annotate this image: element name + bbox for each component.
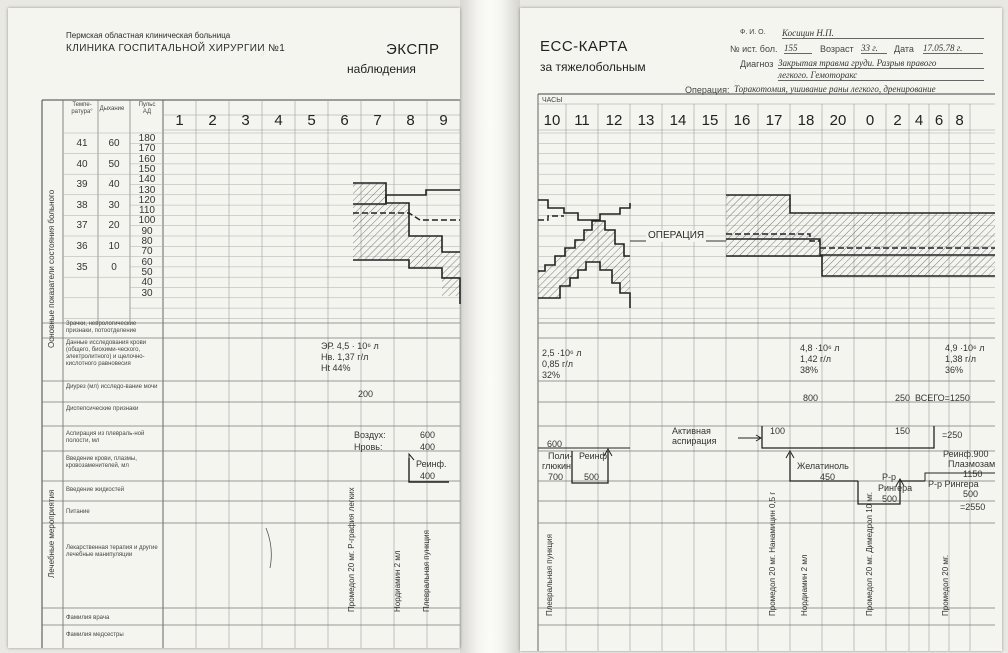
hist-label: № ист. бол.	[730, 44, 778, 54]
pencil-mark	[266, 528, 271, 568]
col-pulse-header: Пульс АД	[138, 102, 156, 115]
aspiration-air: Воздух:	[354, 430, 386, 440]
temp-scale-value: 40	[76, 158, 88, 170]
hour-header: 5	[307, 112, 316, 129]
row-label-nurse: Фамилия медсестры	[66, 632, 124, 638]
aspiration-active-2: аспирация	[672, 436, 717, 446]
row-label-dyspeptic: Диспепсические признаки	[66, 406, 139, 412]
pre-op-temperature-line	[538, 216, 564, 220]
aspiration-150: 150	[895, 426, 911, 436]
hour-header: 4	[914, 112, 924, 129]
diagnosis-line2: легкого. Гемоторакс	[778, 70, 984, 81]
aspiration-eq250: =250	[942, 430, 963, 440]
left-title: ЭКСПР	[386, 41, 440, 58]
col-temp-header: Темпе-ратура°	[71, 102, 93, 115]
temp-scale-value: 35	[76, 261, 88, 273]
aspiration-active-1: Активная	[672, 426, 711, 436]
hour-header: 13	[637, 112, 655, 129]
hour-header: 8	[955, 112, 964, 129]
aspiration-600: 600	[420, 430, 436, 440]
breath-scale-value: 0	[111, 261, 117, 273]
temp-scale-value: 37	[76, 220, 88, 232]
post-op-band-hatched	[726, 195, 995, 276]
breath-scale-value: 30	[108, 199, 120, 211]
row-label-diuresis: Диурез (мл) исследо-вание мочи	[66, 384, 158, 390]
med-hour8: Нордиамин 2 мл	[393, 550, 402, 612]
row-label-labs: Данные исследования крови (общего, биохими-ческого, электролитного) и щелочно-кислотного равновесия	[66, 340, 147, 367]
diuresis-250: 250	[895, 393, 911, 403]
blood-plasma: Плазмозам	[948, 459, 996, 469]
lab1-hb: 0,85 г/л	[542, 359, 574, 369]
lab3-er: 4,9 ·10⁶ л	[945, 343, 985, 353]
pulse-scale-value: 180	[138, 133, 156, 144]
hour-header: 4	[274, 112, 283, 129]
temp-scale-value: 41	[76, 138, 88, 149]
blood-reinf: Реинф.	[579, 451, 610, 461]
pulse-scale-value: 30	[141, 287, 153, 299]
fluid-reinf: Реинф.	[416, 459, 447, 469]
med-hour10: Плевральная пункция	[545, 534, 554, 616]
row-label-doctor: Фамилия врача	[66, 615, 110, 621]
med-hour17: Промедол 20 мг. Нанамицин 0,5 г	[768, 491, 777, 616]
hour-header: 12	[605, 112, 623, 129]
pulse-scale-value: 70	[141, 246, 153, 258]
aspiration-100: 100	[770, 426, 786, 436]
col-breath-header: Дыхание	[99, 106, 125, 112]
clinic-name: КЛИНИКА ГОСПИТАЛЬНОЙ ХИРУРГИИ №1	[66, 43, 286, 54]
pulse-scale-value: 100	[138, 215, 156, 227]
pulse-scale-value: 60	[141, 256, 153, 268]
diagnosis-line1: Закрытая травма груди. Разрыв правого	[778, 58, 984, 69]
hospital-name: Пермская областная клиническая больница	[66, 31, 231, 40]
hour-header: 20	[829, 112, 847, 129]
aspiration-blood: Нровь:	[354, 442, 383, 452]
blood-700: 700	[548, 472, 564, 482]
hour-header: 17	[765, 112, 783, 129]
blood-rr2: Р-р Рингера	[928, 479, 979, 489]
pulse-scale-value: 50	[141, 266, 153, 278]
diagnosis-label: Диагноз	[740, 59, 774, 69]
right-grid	[520, 8, 1002, 651]
hour-header: 6	[934, 112, 944, 129]
blood-reinf900: Реинф.900	[943, 449, 989, 459]
blood-1150: 1150	[963, 469, 983, 479]
diuresis-800: 800	[803, 393, 819, 403]
hist-value: 155	[784, 43, 812, 54]
right-page	[520, 8, 1002, 651]
operation-value: Торакотомия, ушивание раны легкого, дренирование	[734, 84, 936, 94]
hour-header: 15	[701, 112, 719, 129]
breath-scale-value: 60	[108, 138, 120, 149]
med-hour9: Плевральная пункция	[422, 530, 431, 612]
med-hour6: Промедол 20 мг.	[941, 554, 950, 616]
hour-header: 3	[241, 112, 250, 129]
blood-450: 450	[820, 472, 836, 482]
lab3-ht: 36%	[945, 365, 964, 375]
hour-header: 10	[543, 112, 561, 129]
book-gutter	[460, 0, 520, 653]
breath-scale-value: 50	[108, 158, 120, 170]
blood-ringer1: Рингера	[878, 483, 913, 493]
date-label: Дата	[894, 44, 914, 54]
lab-hb: Нв. 1,37 г/л	[321, 352, 369, 362]
pre-op-pulse-line	[538, 200, 630, 220]
pulse-scale-value: 160	[138, 153, 156, 165]
left-page	[8, 8, 460, 648]
hours-label: ЧАСЫ	[542, 97, 563, 104]
lab2-ht: 38%	[800, 365, 819, 375]
aspiration-400: 400	[420, 442, 436, 452]
med-hour18: Нордиамин 2 мл	[800, 554, 809, 616]
blood-poli-1: Поли-	[548, 451, 573, 461]
hour-header: 6	[340, 112, 349, 129]
hour-header: 11	[574, 112, 590, 129]
row-label-feeding: Питание	[66, 509, 90, 515]
hour-header: 16	[733, 112, 751, 129]
row-label-blood: Введение крови, плазмы, кровозаменителей, мл	[66, 456, 137, 469]
pulse-scale-value: 110	[139, 205, 155, 217]
fluid-400: 400	[420, 471, 436, 481]
hour-header: 2	[893, 112, 902, 129]
section-treatment: Лечебные мероприятия	[47, 489, 56, 578]
bp-band-hatched	[353, 183, 460, 296]
hour-header: 2	[208, 112, 217, 129]
lab1-er: 2,5 ·10⁶ л	[542, 348, 582, 358]
lab2-er: 4,8 ·10⁶ л	[800, 343, 840, 353]
diuresis-hour7: 200	[358, 389, 374, 399]
pulse-scale-value: 40	[141, 277, 153, 289]
diuresis-total: ВСЕГО=1250	[915, 393, 970, 403]
lab2-hb: 1,42 г/л	[800, 354, 832, 364]
blood-rr1: Р-р	[882, 472, 897, 482]
operation-label: Операция:	[685, 85, 730, 95]
age-value: 33 г.	[861, 43, 887, 54]
pulse-scale-value: 170	[138, 143, 156, 155]
age-label: Возраст	[820, 44, 854, 54]
fio-label: Ф. И. О.	[740, 29, 766, 36]
pulse-scale-value: 120	[138, 194, 156, 206]
hour-header: 14	[669, 112, 687, 129]
temp-scale-value: 39	[76, 179, 88, 191]
med-hour7: Промедол 20 мг. Р-графия легких	[347, 487, 356, 612]
lab3-hb: 1,38 г/л	[945, 354, 977, 364]
blood-500c: 500	[963, 489, 979, 499]
blood-eq2550: =2550	[960, 502, 986, 512]
pulse-scale-value: 90	[141, 225, 153, 237]
temp-scale-value: 36	[76, 241, 88, 252]
hour-header: 9	[439, 112, 448, 129]
blood-500b: 500	[882, 494, 898, 504]
pulse-scale-value: 150	[138, 163, 156, 175]
row-label-neuro: Зрачки, неврологические признаки, потоотделение	[66, 321, 137, 334]
row-label-fluids: Введение жидкостей	[66, 487, 125, 493]
right-subtitle: за тяжелобольным	[540, 60, 646, 74]
lab1-ht: 32%	[542, 370, 561, 380]
temp-scale-value: 38	[76, 199, 88, 211]
operation-mark: ОПЕРАЦИЯ	[648, 230, 705, 241]
pulse-scale-value: 130	[138, 184, 156, 196]
hour-header: 0	[865, 112, 875, 129]
hour-header: 18	[797, 112, 815, 129]
breath-scale-value: 40	[108, 179, 120, 191]
breath-scale-value: 10	[108, 241, 120, 252]
section-main-indicators: Основные показатели состояния больного	[47, 189, 56, 348]
hour-header: 1	[175, 112, 184, 129]
fio-value: Косицин Н.П.	[782, 28, 984, 39]
row-label-meds: Лекарственная терапия и другие лечебные манипуляции	[66, 545, 158, 558]
blood-poli-2: глюкин	[542, 461, 572, 471]
hour-header: 8	[406, 112, 415, 129]
fluid-arrow	[409, 454, 414, 464]
lab-er: ЭР. 4,5 · 10⁶ л	[321, 341, 379, 351]
blood-500: 500	[584, 472, 600, 482]
blood-gelatinol: Желатиноль	[797, 461, 849, 471]
date-value: 17.05.78 г.	[923, 43, 983, 54]
lab-ht: Нt 44%	[321, 363, 351, 373]
aspiration-600: 600	[547, 439, 563, 449]
breath-scale-value: 20	[108, 220, 120, 232]
left-subtitle: наблюдения	[347, 62, 416, 76]
pulse-scale-value: 80	[141, 236, 153, 247]
pulse-scale-value: 140	[138, 174, 156, 186]
med-hour0: Промедол 20 мг. Димедрол 10 мг.	[865, 492, 874, 616]
hour-header: 7	[373, 112, 382, 129]
row-label-aspiration: Аспирация из плевраль-ной полости, мл	[66, 431, 145, 444]
right-title: ЕСС-КАРТА	[540, 38, 628, 55]
